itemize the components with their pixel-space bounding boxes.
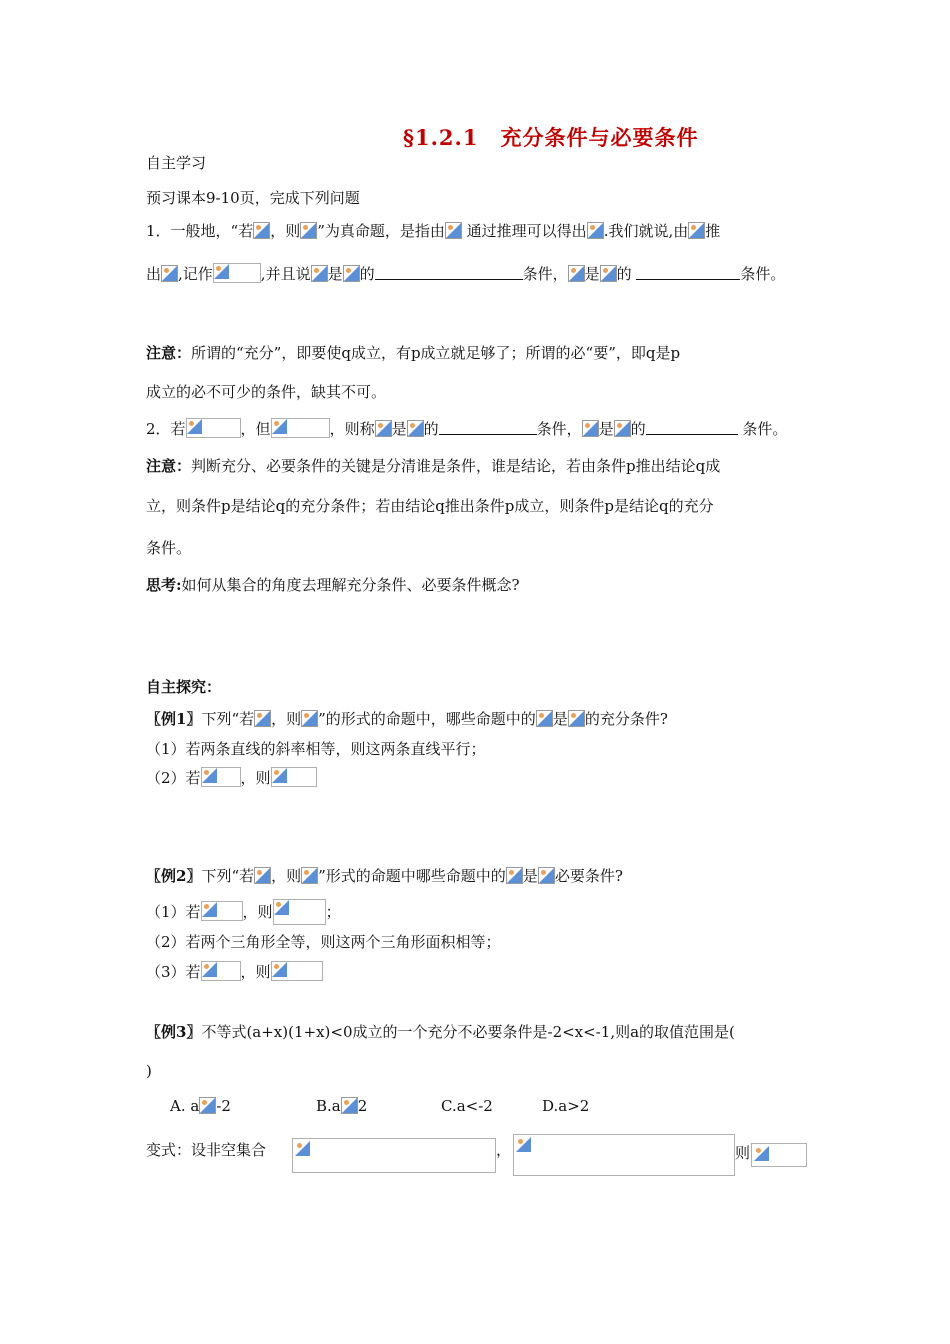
formula-image-box [273,899,326,925]
formula-image-icon [253,222,270,239]
formula-image-icon [274,900,291,917]
example-2-item-1: （1）若 ，则 ； [146,899,341,925]
think-question: 思考:如何从集合的角度去理解充分条件、必要条件概念? [146,576,520,594]
example-2-stem: 〖例2〗下列“若 ，则 ”形式的命题中哪些命题中的 是 必要条件? [146,867,623,885]
example-3-line-2: ) [146,1062,152,1080]
formula-image-icon [187,419,204,436]
formula-image-icon [254,710,271,727]
formula-image-box [751,1143,807,1167]
option-a[interactable]: A. a -2 [170,1097,231,1115]
formula-image-icon [301,867,318,884]
formula-image-icon [538,867,555,884]
section-explore: 自主探究： [146,678,222,696]
note-1-line-2: 成立的必不可少的条件，缺其不可。 [146,383,387,401]
option-c[interactable]: C.a<-2 [441,1097,493,1115]
formula-image-icon [568,265,585,282]
variant-then: 则 [735,1144,751,1162]
formula-image-icon [214,264,231,281]
example-2-item-3: （3）若 ，则 [146,961,323,983]
variant-label: 变式：设非空集合 [146,1141,267,1159]
formula-image-icon [568,710,585,727]
formula-image-icon [202,902,219,919]
example-3-line-1: 〖例3〗不等式(a+x)(1+x)<0成立的一个充分不必要条件是-2<x<-1,则a的取值范围是( [146,1023,735,1041]
formula-image-icon [506,867,523,884]
question-1-line-1: 1．一般地，“若 ，则 ”为真命题，是指由 通过推理可以得出 .我们就说,由 推 [146,222,721,240]
section-self-study: 自主学习 [146,154,207,172]
formula-image-icon [375,420,392,437]
example-1-stem: 〖例1〗下列“若 ，则 ”的形式的命题中，哪些命题中的 是 的充分条件? [146,710,668,728]
note-2-line-1: 注意：判断充分、必要条件的关键是分清谁是条件，谁是结论，若由条件p推出结论q成 [146,457,721,475]
formula-image-icon [202,768,219,785]
page-title: §1.2.1 充分条件与必要条件 [403,125,699,150]
formula-image-icon [199,1097,216,1114]
fill-blank[interactable] [375,265,523,280]
formula-image-icon [600,265,617,282]
formula-image-box [201,767,241,787]
formula-image-icon [161,265,178,282]
formula-image-icon [272,419,289,436]
formula-image-box [271,961,323,981]
formula-image-box [186,418,241,438]
example-2-item-2: （2）若两个三角形全等，则这两个三角形面积相等； [146,933,501,951]
formula-image-icon [445,222,462,239]
question-2: 2．若 ，但 ，则称 是 的 条件， 是 的 条件。 [146,420,788,438]
formula-image-box [213,263,261,283]
formula-image-icon [301,710,318,727]
formula-image-icon [272,768,289,785]
formula-image-icon [407,420,424,437]
formula-image-icon [582,420,599,437]
note-2-line-3: 条件。 [146,539,192,557]
formula-image-box [271,767,317,787]
note-2-line-2: 立，则条件p是结论q的充分条件；若由结论q推出条件p成立，则条件p是结论q的充分 [146,497,714,515]
question-1-line-2: 出 ,记作 ,并且说 是 的 条件， 是 的 条件。 [146,265,786,283]
formula-image-icon [614,420,631,437]
fill-blank[interactable] [636,265,740,280]
formula-image-box [271,418,330,438]
option-b[interactable]: B.a 2 [316,1097,368,1115]
variant-comma: ， [496,1141,512,1159]
note-1-line-1: 注意：所谓的“充分”，即要使q成立，有p成立就足够了；所谓的必“要”，即q是p [146,344,681,362]
formula-image-icon [536,710,553,727]
formula-image-icon [688,222,705,239]
fill-blank[interactable] [646,420,738,435]
preview-instruction: 预习课本9-10页，完成下列问题 [146,189,360,207]
formula-image-box [201,901,243,921]
formula-image-icon [311,265,328,282]
formula-image-icon [587,222,604,239]
formula-image-icon [272,962,289,979]
example-1-item-1: （1）若两条直线的斜率相等，则这两条直线平行； [146,740,486,758]
formula-image-icon [754,1146,771,1163]
formula-image-box [201,961,241,981]
formula-image-icon [343,265,360,282]
fill-blank[interactable] [439,420,537,435]
formula-image-icon [300,222,317,239]
example-1-item-2: （2）若 ，则 [146,767,317,789]
formula-image-icon [202,962,219,979]
formula-image-icon [341,1097,358,1114]
formula-image-icon [516,1137,533,1154]
formula-image-box [292,1138,496,1173]
formula-image-box [513,1134,735,1176]
option-d[interactable]: D.a>2 [542,1097,590,1115]
formula-image-icon [295,1141,312,1158]
formula-image-icon [254,867,271,884]
